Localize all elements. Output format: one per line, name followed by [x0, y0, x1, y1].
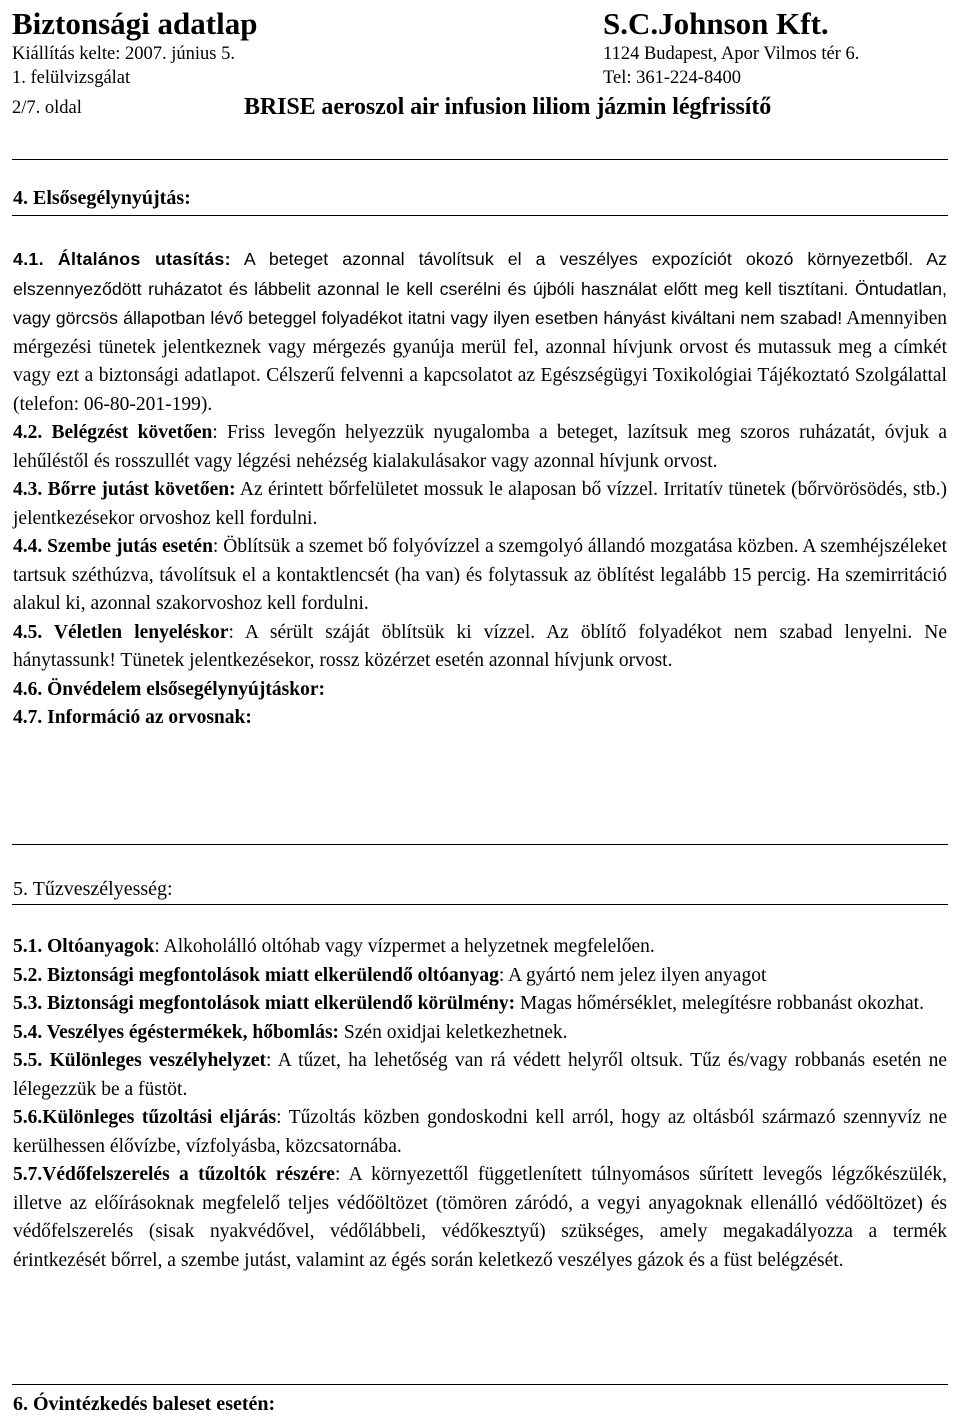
label-4-3: 4.3. Bőrre jutást követően: [13, 479, 236, 500]
paragraph-5-6 [13, 1104, 947, 1161]
revision-label: 1. felülvizsgálat [12, 68, 131, 88]
product-name: BRISE aeroszol air infusion liliom jázmin légfrissítő [244, 94, 772, 120]
text-5-7: : A környezettől függetlenített túlnyomásos sűrített levegős légzőkészülék, illetve az előírásoknak megfelelő teljes védőöltözet (tömören záródó, a vegyi anyagoknak ellenálló védőöltözet) és védőfelszerelés (sisak nyakvédővel, védőlábbeli, védőkesztyű) szükséges, amely megakadályozza a termék érintkezését bőrrel, a szembe jutást, valamint az égés során keletkező veszélyes gázok és a füst belégzését. [13, 1164, 947, 1271]
divider [12, 1384, 948, 1385]
label-4-5: 4.5. Véletlen lenyeléskor [13, 621, 229, 643]
label-5-4: 5.4. Veszélyes égéstermékek, hőbomlás: [13, 1021, 340, 1043]
paragraph-4-7 [13, 704, 947, 733]
text-5-1: : Alkoholálló oltóhab vagy vízpermet a helyzetnek megfelelően. [154, 936, 655, 957]
text-4-2: : Friss levegőn helyezzük nyugalomba a beteget, lazítsuk meg szoros ruházatát, óvjuk a lehűléstől és rosszullét vagy légzési nehézség kialakulásakor vagy azonnal hívjunk orvost. [13, 422, 948, 472]
text-5-3: Magas hőmérséklet, melegítésre robbanást okozhat. [515, 993, 924, 1014]
text-5-6: : Tűzoltás közben gondoskodni kell arról, hogy az oltásból származó szennyvíz ne kerülhessen élővízbe, vízfolyásba, közcsatornába. [13, 1107, 947, 1157]
text-5-2: : A gyártó nem jelez ilyen anyagot [498, 964, 767, 986]
divider [12, 159, 948, 160]
label-4-1-number: 4.1. [13, 249, 44, 269]
paragraph-4-2 [13, 419, 947, 476]
divider [12, 904, 948, 905]
section-4-body [13, 245, 947, 733]
section-6-title: 6. Óvintézkedés baleset esetén: [13, 1393, 276, 1415]
label-5-6: 5.6.Különleges tűzoltási eljárás [13, 1107, 277, 1128]
company-phone: Tel: 361-224-8400 [603, 68, 741, 88]
label-4-4: 4.4. Szembe jutás esetén [13, 536, 213, 557]
document-title: Biztonsági adatlap [12, 6, 258, 41]
label-4-7: 4.7. Információ az orvosnak: [13, 707, 252, 728]
page-number: 2/7. oldal [12, 98, 82, 118]
text-4-1-c: Célszerű felvenni a kapcsolatot az Egészségügyi Toxikológiai Tájékoztató Szolgálattal (telefon: 06-80-201-199). [13, 365, 947, 415]
company-name: S.C.Johnson Kft. [603, 6, 829, 41]
divider [12, 215, 948, 216]
label-5-1: 5.1. Oltóanyagok [13, 936, 155, 957]
paragraph-5-2 [13, 962, 947, 991]
text-5-5: : A tűzet, ha lehetőség van rá védett helyről oltsuk. Tűz és/vagy robbanás esetén ne lélegezzük be a füstöt. [13, 1050, 947, 1100]
text-4-4: : Öblítsük a szemet bő folyóvízzel a szemgolyó állandó mozgatása közben. A szemhéjszéleket tartsuk széthúzva, távolítsuk el a kontaktlencsét (ha van) és folytassuk az öblítést legalább 15 percig. Ha szemirritáció alakul ki, azonnal szakorvoshoz kell fordulni. [13, 536, 947, 614]
divider [12, 844, 948, 845]
issue-date: Kiállítás kelte: 2007. június 5. [12, 44, 236, 64]
text-5-4: Szén oxidjai keletkezhetnek. [339, 1021, 568, 1043]
paragraph-4-6 [13, 676, 947, 705]
paragraph-4-3 [13, 476, 947, 533]
label-4-2: 4.2. Belégzést követően [13, 422, 213, 443]
paragraph-5-7 [13, 1161, 947, 1275]
paragraph-5-3 [13, 990, 947, 1019]
label-4-6: 4.6. Önvédelem elsősegélynyújtáskor: [13, 678, 325, 700]
section-4-title: 4. Elsősegélynyújtás: [13, 187, 191, 209]
text-4-1-b: Amennyiben mérgezési tünetek jelentkeznek vagy mérgezés gyanúja merül fel, azonnal hívjunk orvost és mutassuk meg a címkét vagy ezt a biztonsági adatlapot. [13, 308, 947, 386]
company-address: 1124 Budapest, Apor Vilmos tér 6. [603, 44, 860, 64]
paragraph-4-4 [13, 533, 947, 619]
section-5-title: 5. Tűzveszélyesség: [13, 878, 173, 900]
text-4-3: Az érintett bőrfelületet mossuk le alaposan bő vízzel. Irritatív tünetek (bőrvörösödés, stb.) jelentkezésekor orvoshoz kell fordulni. [13, 479, 947, 529]
paragraph-5-1 [13, 933, 947, 962]
paragraph-4-1 [13, 245, 947, 419]
paragraph-4-5 [13, 619, 947, 676]
paragraph-5-5 [13, 1047, 947, 1104]
paragraph-5-4 [13, 1019, 947, 1048]
label-5-2: 5.2. Biztonsági megfontolások miatt elkerülendő oltóanyag [13, 964, 499, 986]
label-5-5: 5.5. Különleges veszélyhelyzet [13, 1050, 267, 1071]
text-4-1-a: A beteget azonnal távolítsuk el a veszélyes expozíciót okozó környezetből. Az elszennyeződött ruházatot és lábbelit azonnal le kell cserélni és újbóli használat előtt meg kell tisztítani. Öntudatlan, vagy görcsös állapotban lévő beteggel folyadékot itatni vagy ilyen esetben hányást kiváltani nem szabad! [13, 249, 948, 328]
section-5-body [13, 933, 947, 1275]
label-4-1: Általános utasítás: [57, 249, 231, 269]
text-4-5: : A sérült száját öblítsük ki vízzel. Az öblítő folyadékot nem szabad lenyelni. Ne hánytassunk! Tünetek jelentkezésekor, rossz közérzet esetén azonnal hívjunk orvost. [13, 621, 947, 671]
label-5-7: 5.7.Védőfelszerelés a tűzoltók részére [13, 1164, 335, 1185]
label-5-3: 5.3. Biztonsági megfontolások miatt elkerülendő körülmény: [13, 993, 516, 1014]
